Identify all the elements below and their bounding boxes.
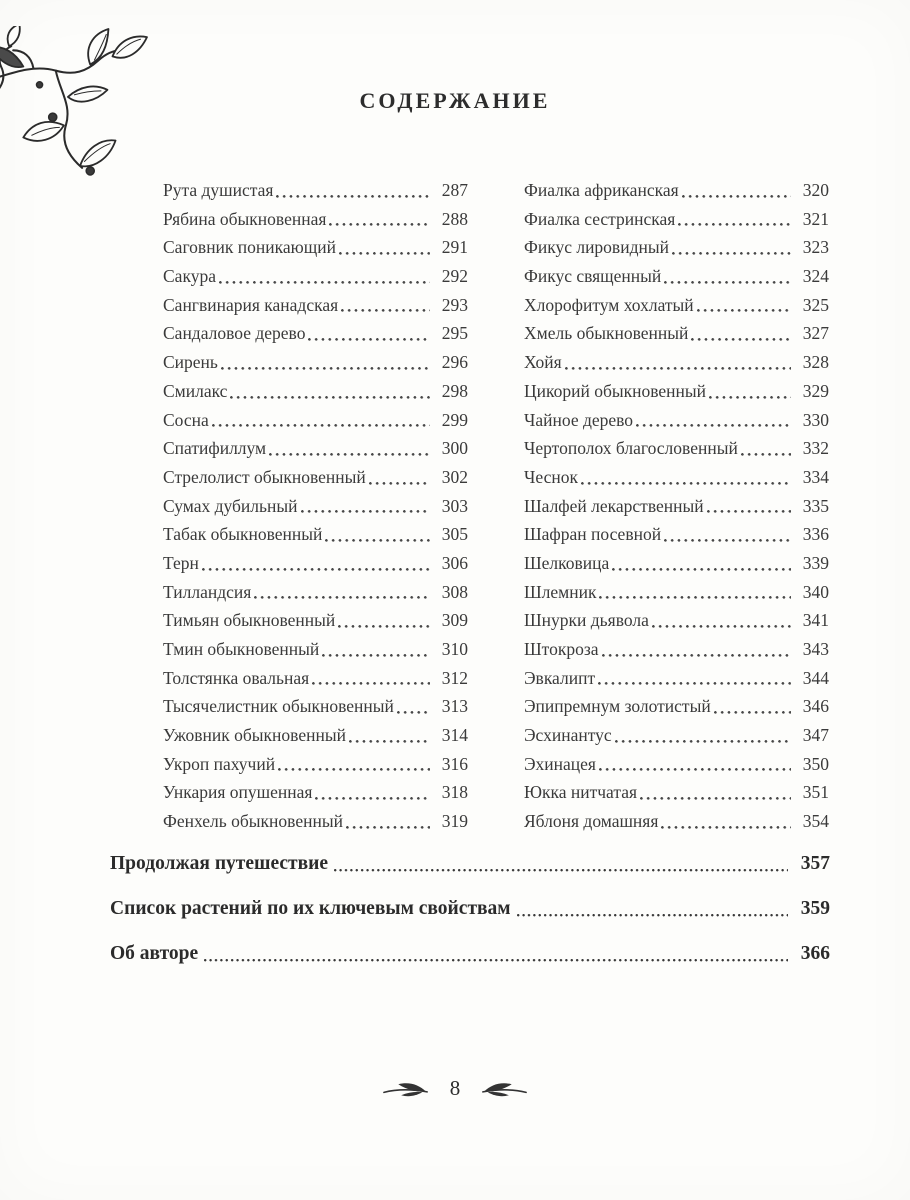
toc-entry-title: Чайное дерево [524,409,634,430]
toc-entry-page: 330 [802,409,829,430]
toc-entry-page: 328 [802,352,829,373]
toc-entry [524,291,829,320]
dot-leader [230,377,430,406]
toc-entry-title: Толстянка овальная [163,667,310,688]
toc-entry-page: 303 [441,495,468,516]
toc-entry-title: Ужовник обыкновенный [163,725,346,746]
toc-entry-title: Тысячелистник обыкновенный [163,696,394,717]
toc-entry [163,750,468,779]
dot-leader [269,434,430,463]
toc-entry-title: Юкка нитчатая [524,782,638,803]
toc-column-left [163,176,468,836]
dot-leader [664,520,791,549]
toc-entry [524,520,829,549]
dot-leader [599,578,791,607]
toc-entry-title: Фикус лировидный [524,237,669,258]
toc-entry-page: 309 [441,610,468,631]
toc-entry [163,291,468,320]
toc-entry-title: Сосна [163,409,209,430]
toc-entry [163,635,468,664]
page-number: 8 [449,1076,461,1100]
toc-entry-page: 314 [441,725,468,746]
dot-leader [612,549,791,578]
toc-section-entry [110,895,830,923]
toc-entry-title: Рута душистая [163,180,274,200]
dot-leader [308,319,430,348]
toc-entry-title: Тилландсия [163,581,252,602]
dot-leader [212,406,430,435]
toc-entry-page: 325 [802,294,829,315]
toc-entry-title: Шелковица [524,552,610,573]
toc-entry [524,176,829,205]
toc-entry-title: Эвкалипт [524,667,596,688]
toc-entry-page: 340 [802,581,829,602]
dot-leader [315,778,430,807]
toc-entry-page: 324 [802,266,829,287]
dot-leader [691,319,791,348]
toc-entry [163,492,468,521]
toc-entry-title: Цикорий обыкновенный [524,380,707,401]
toc-entry-title: Сангвинария канадская [163,294,339,315]
toc-entry-page: 299 [441,409,468,430]
toc-entry-page: 287 [441,180,468,200]
toc-entry [163,377,468,406]
dot-leader [369,463,430,492]
dot-leader [661,807,791,836]
toc-entry-title: Фикус священный [524,266,662,287]
toc-entry-title: Фенхель обыкновенный [163,811,343,832]
dot-leader [312,664,430,693]
dot-leader [672,233,791,262]
toc-entry-title: Фиалка сестринская [524,208,676,229]
toc-entry [524,578,829,607]
toc-entry-title: Шнурки дьявола [524,610,649,631]
dot-leader [339,233,430,262]
dot-leader [581,463,791,492]
toc-section-entry [110,850,830,878]
toc-entry-page: 332 [802,438,829,459]
dot-leader [565,348,791,377]
toc-entry [163,262,468,291]
toc-entry-page: 302 [441,466,468,487]
toc-entry-title: Укроп пахучий [163,753,276,774]
toc-entry [524,721,829,750]
toc-entry [163,692,468,721]
dot-leader [202,549,430,578]
toc-entry [524,434,829,463]
toc-entry-page: 293 [441,294,468,315]
dot-leader [334,850,788,878]
toc-entry-title: Смилакс [163,380,228,401]
dot-leader [322,635,430,664]
leaf-sprig-right-icon [382,1080,430,1098]
toc-entry [163,205,468,234]
toc-entry-page: 316 [441,753,468,774]
toc-entry [163,176,468,205]
toc-entry-title: Фиалка африканская [524,180,679,200]
toc-entry-page: 310 [441,639,468,659]
toc-section-page: 357 [800,853,830,874]
dot-leader [598,664,791,693]
toc-section-title: Об авторе [110,943,199,964]
toc-entry-page: 313 [441,696,468,717]
dot-leader [697,291,791,320]
toc-entry-page: 320 [802,180,829,200]
toc-entry-page: 305 [441,524,468,545]
toc-entry [524,348,829,377]
toc-entry-page: 323 [802,237,829,258]
toc-entry-title: Яблоня домашняя [524,811,659,832]
toc-entry [163,549,468,578]
toc-entry-page: 291 [441,237,468,258]
toc-columns [163,176,829,836]
toc-entry [524,262,829,291]
toc-entry [524,377,829,406]
dot-leader [221,348,430,377]
toc-entry [163,520,468,549]
dot-leader [707,492,791,521]
toc-entry-title: Сирень [163,352,218,373]
dot-leader [341,291,430,320]
toc-entry-title: Хлорофитум хохлатый [524,294,694,315]
toc-entry-page: 350 [802,753,829,774]
toc-entry [163,807,468,836]
toc-entry-page: 295 [441,323,468,344]
toc-entry-page: 318 [441,782,468,803]
toc-entry-title: Чеснок [524,466,578,487]
toc-entry-page: 298 [441,380,468,401]
toc-entry [524,750,829,779]
toc-entry-page: 327 [802,323,829,344]
dot-leader [301,492,431,521]
toc-entry [163,348,468,377]
dot-leader [640,778,791,807]
toc-section-title: Продолжая путешествие [110,853,329,874]
dot-leader [664,262,791,291]
toc-entry-title: Эхинацея [524,753,596,774]
toc-entry [524,233,829,262]
dot-leader [219,262,430,291]
page-title: СОДЕРЖАНИЕ [359,88,551,113]
toc-entry [524,664,829,693]
toc-entry-page: 292 [441,266,468,287]
toc-entry [524,778,829,807]
dot-leader [636,406,791,435]
toc-sections [110,850,830,985]
toc-entry [163,319,468,348]
toc-entry-title: Рябина обыкновенная [163,208,327,229]
toc-entry-page: 296 [441,352,468,373]
toc-entry [163,778,468,807]
toc-entry-page: 334 [802,466,829,487]
dot-leader [615,721,791,750]
dot-leader [254,578,430,607]
toc-entry-page: 343 [802,639,829,659]
toc-entry-title: Хойя [524,352,562,373]
toc-entry-page: 335 [802,495,829,516]
toc-entry-page: 288 [441,208,468,229]
toc-entry-title: Эпипремнум золотистый [524,696,711,717]
toc-entry-title: Терн [163,552,199,573]
toc-section-entry [110,940,830,968]
dot-leader [349,721,430,750]
toc-entry [524,807,829,836]
dot-leader [204,940,788,968]
toc-entry [524,205,829,234]
toc-entry-page: 351 [802,782,829,803]
toc-entry [524,635,829,664]
toc-entry [524,463,829,492]
toc-entry-title: Сакура [163,266,216,287]
toc-entry-page: 347 [802,725,829,746]
dot-leader [652,606,791,635]
leaf-sprig-left-icon [480,1080,528,1098]
toc-entry-page: 344 [802,667,829,688]
toc-entry-title: Сандаловое дерево [163,323,306,344]
toc-entry [524,492,829,521]
toc-entry-title: Спатифиллум [163,438,267,459]
toc-entry-page: 300 [441,438,468,459]
dot-leader [599,750,791,779]
toc-entry-title: Чертополох благословенный [524,438,738,459]
dot-leader [741,434,791,463]
dot-leader [714,692,791,721]
toc-entry-title: Ункария опушенная [163,782,313,803]
toc-section-page: 366 [800,943,830,964]
dot-leader [325,520,430,549]
dot-leader [602,635,791,664]
toc-entry-page: 336 [802,524,829,545]
toc-entry-page: 354 [802,811,829,832]
dot-leader [276,176,430,205]
toc-entry-title: Хмель обыкновенный [524,323,689,344]
dot-leader [517,895,788,923]
toc-entry-page: 321 [802,208,829,229]
toc-entry-title: Табак обыкновенный [163,524,323,545]
toc-entry-title: Штокроза [524,639,599,659]
toc-entry [524,406,829,435]
dot-leader [397,692,430,721]
toc-entry [163,463,468,492]
dot-leader [678,205,791,234]
toc-entry [163,578,468,607]
toc-entry [163,233,468,262]
toc-entry-page: 341 [802,610,829,631]
toc-entry-page: 319 [441,811,468,832]
dot-leader [709,377,791,406]
toc-entry-title: Эсхинантус [524,725,612,746]
toc-entry [524,549,829,578]
toc-entry-title: Шалфей лекарственный [524,495,704,516]
toc-entry-page: 329 [802,380,829,401]
toc-entry-page: 306 [441,552,468,573]
toc-section-page: 359 [800,898,830,919]
toc-section-title: Список растений по их ключевым свойствам [110,898,511,919]
toc-entry-title: Саговник поникающий [163,237,336,258]
toc-entry-page: 308 [441,581,468,602]
page-footer [0,1076,910,1101]
toc-entry [163,664,468,693]
toc-entry [524,319,829,348]
toc-entry-page: 312 [441,667,468,688]
toc-entry [163,721,468,750]
dot-leader [346,807,430,836]
toc-entry [163,434,468,463]
dot-leader [338,606,430,635]
toc-entry [524,606,829,635]
toc-entry [524,692,829,721]
dot-leader [278,750,430,779]
toc-entry-title: Тимьян обыкновенный [163,610,336,631]
toc-entry-page: 346 [802,696,829,717]
toc-entry-title: Шафран посевной [524,524,662,545]
toc-entry-title: Стрелолист обыкновенный [163,466,366,487]
dot-leader [329,205,430,234]
toc-entry [163,606,468,635]
toc-column-right [524,176,829,836]
toc-entry-title: Сумах дубильный [163,495,298,516]
toc-entry [163,406,468,435]
dot-leader [682,176,791,205]
toc-entry-title: Шлемник [524,581,597,602]
toc-entry-page: 339 [802,552,829,573]
toc-entry-title: Тмин обыкновенный [163,639,320,659]
